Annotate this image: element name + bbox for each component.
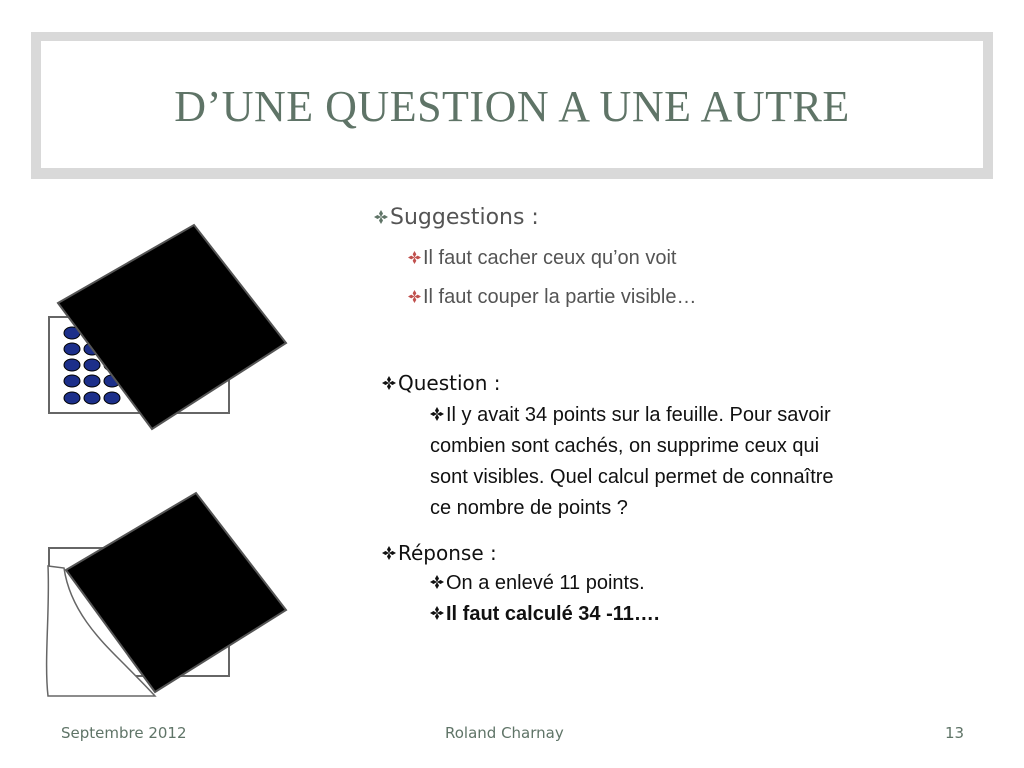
suggestion-text: Il faut couper la partie visible…: [423, 286, 697, 308]
question-line: ce nombre de points ?: [430, 497, 628, 519]
diamond-bullet-icon: [430, 407, 444, 421]
question-line: [430, 400, 970, 431]
question-heading-text: Question :: [398, 371, 501, 395]
suggestions-heading: [374, 205, 539, 230]
diamond-bullet-icon: [430, 606, 444, 620]
reponse-item: [430, 603, 659, 626]
reponse-heading: [382, 541, 497, 565]
diamond-bullet-icon: [430, 575, 444, 589]
footer-page-number: 13: [945, 724, 965, 742]
illustration-cut-paper: [40, 490, 300, 705]
diamond-bullet-icon: [374, 210, 388, 224]
diamond-bullet-icon: [382, 376, 396, 390]
reponse-text: Il faut calculé 34 -11….: [446, 603, 660, 625]
question-text: [430, 400, 970, 524]
title-frame: [31, 32, 993, 179]
suggestions-heading-text: Suggestions :: [390, 205, 539, 230]
diamond-bullet-icon: [408, 251, 421, 264]
question-heading: [382, 371, 501, 395]
diamond-bullet-icon: [382, 546, 396, 560]
footer-date: Septembre 2012: [61, 724, 187, 742]
reponse-text: On a enlevé 11 points.: [446, 572, 645, 594]
question-line-text: Il y avait 34 points sur la feuille. Pour savoir: [446, 404, 831, 426]
illustration-covered-dots: [40, 215, 300, 445]
suggestion-item: [408, 286, 696, 309]
suggestion-text: Il faut cacher ceux qu’on voit: [423, 247, 677, 269]
slide-title: D’UNE QUESTION A UNE AUTRE: [174, 82, 850, 131]
diamond-bullet-icon: [408, 290, 421, 303]
question-line: combien sont cachés, on supprime ceux qui: [430, 435, 820, 457]
title-box: [41, 41, 983, 168]
question-line: sont visibles. Quel calcul permet de connaître: [430, 466, 834, 488]
reponse-item: [430, 572, 645, 595]
reponse-heading-text: Réponse :: [398, 541, 497, 565]
footer-author: Roland Charnay: [445, 724, 564, 742]
suggestion-item: [408, 247, 676, 270]
